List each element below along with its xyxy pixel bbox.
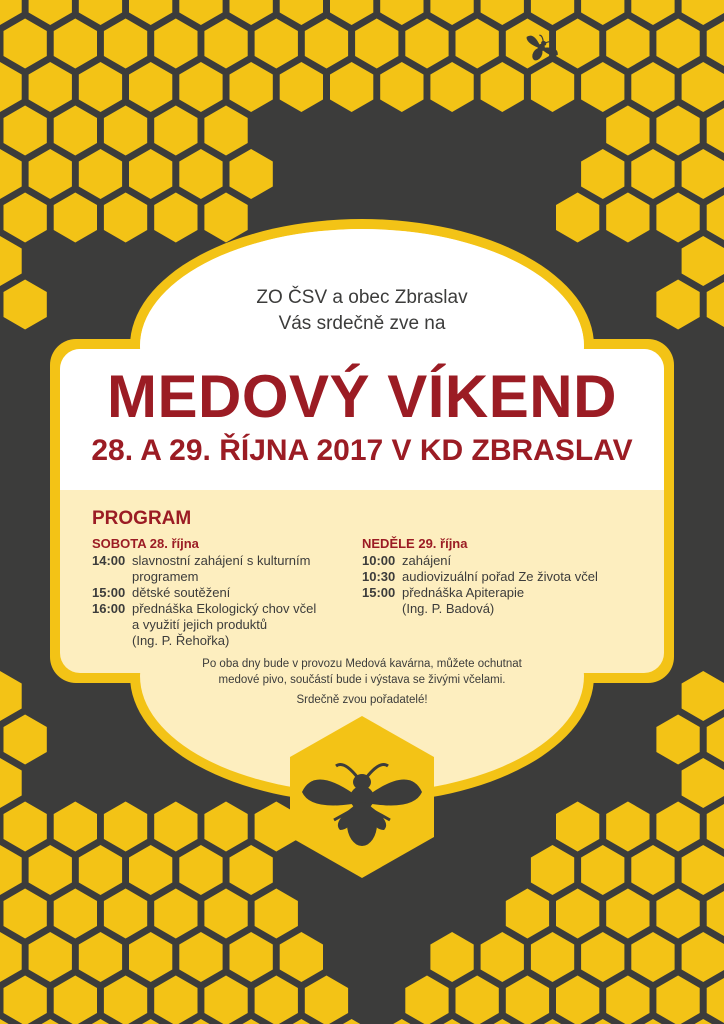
schedule-desc: zahájení <box>402 553 452 568</box>
info-note: Po oba dny bude v provozu Medová kavárna, můžete ochutnat medové pivo, součástí bude i výstava se živými včelami. <box>202 658 522 686</box>
bee-icon <box>519 30 562 69</box>
day-heading-saturday: SOBOTA 28. října <box>92 536 199 551</box>
event-date-venue: 28. A 29. ŘÍJNA 2017 V KD ZBRASLAV <box>91 434 633 467</box>
schedule-item <box>362 569 642 585</box>
schedule-time: 15:00 <box>92 585 126 600</box>
closing-note: Srdečně zvou pořadatelé! <box>296 694 428 706</box>
schedule-time: 16:00 <box>92 601 126 616</box>
schedule-saturday <box>92 553 352 649</box>
schedule-desc: slavnostní zahájení s kulturním programem <box>132 553 311 584</box>
schedule-sunday <box>362 553 642 617</box>
schedule-desc: dětské soutěžení <box>132 585 231 600</box>
schedule-item <box>362 553 642 569</box>
schedule-item <box>362 585 642 617</box>
schedule-desc: přednáška Ekologický chov včel a využití jejich produktů (Ing. P. Řehořka) <box>132 601 317 648</box>
schedule-desc: audiovizuální pořad Ze života včel <box>402 569 598 584</box>
program-heading: PROGRAM <box>92 508 192 529</box>
day-heading-sunday: NEDĚLE 29. října <box>362 536 468 551</box>
invitation-line: Vás srdečně zve na <box>278 313 446 334</box>
event-title: MEDOVÝ VÍKEND <box>107 363 617 430</box>
schedule-time: 10:30 <box>362 569 396 584</box>
schedule-item <box>92 553 352 585</box>
schedule-item <box>92 601 352 649</box>
schedule-desc: přednáška Apiterapie (Ing. P. Badová) <box>402 585 525 616</box>
schedule-time: 14:00 <box>92 553 126 568</box>
organizer-line: ZO ČSV a obec Zbraslav <box>256 287 468 308</box>
schedule-item <box>92 585 352 601</box>
schedule-time: 10:00 <box>362 553 396 568</box>
schedule-time: 15:00 <box>362 585 396 600</box>
